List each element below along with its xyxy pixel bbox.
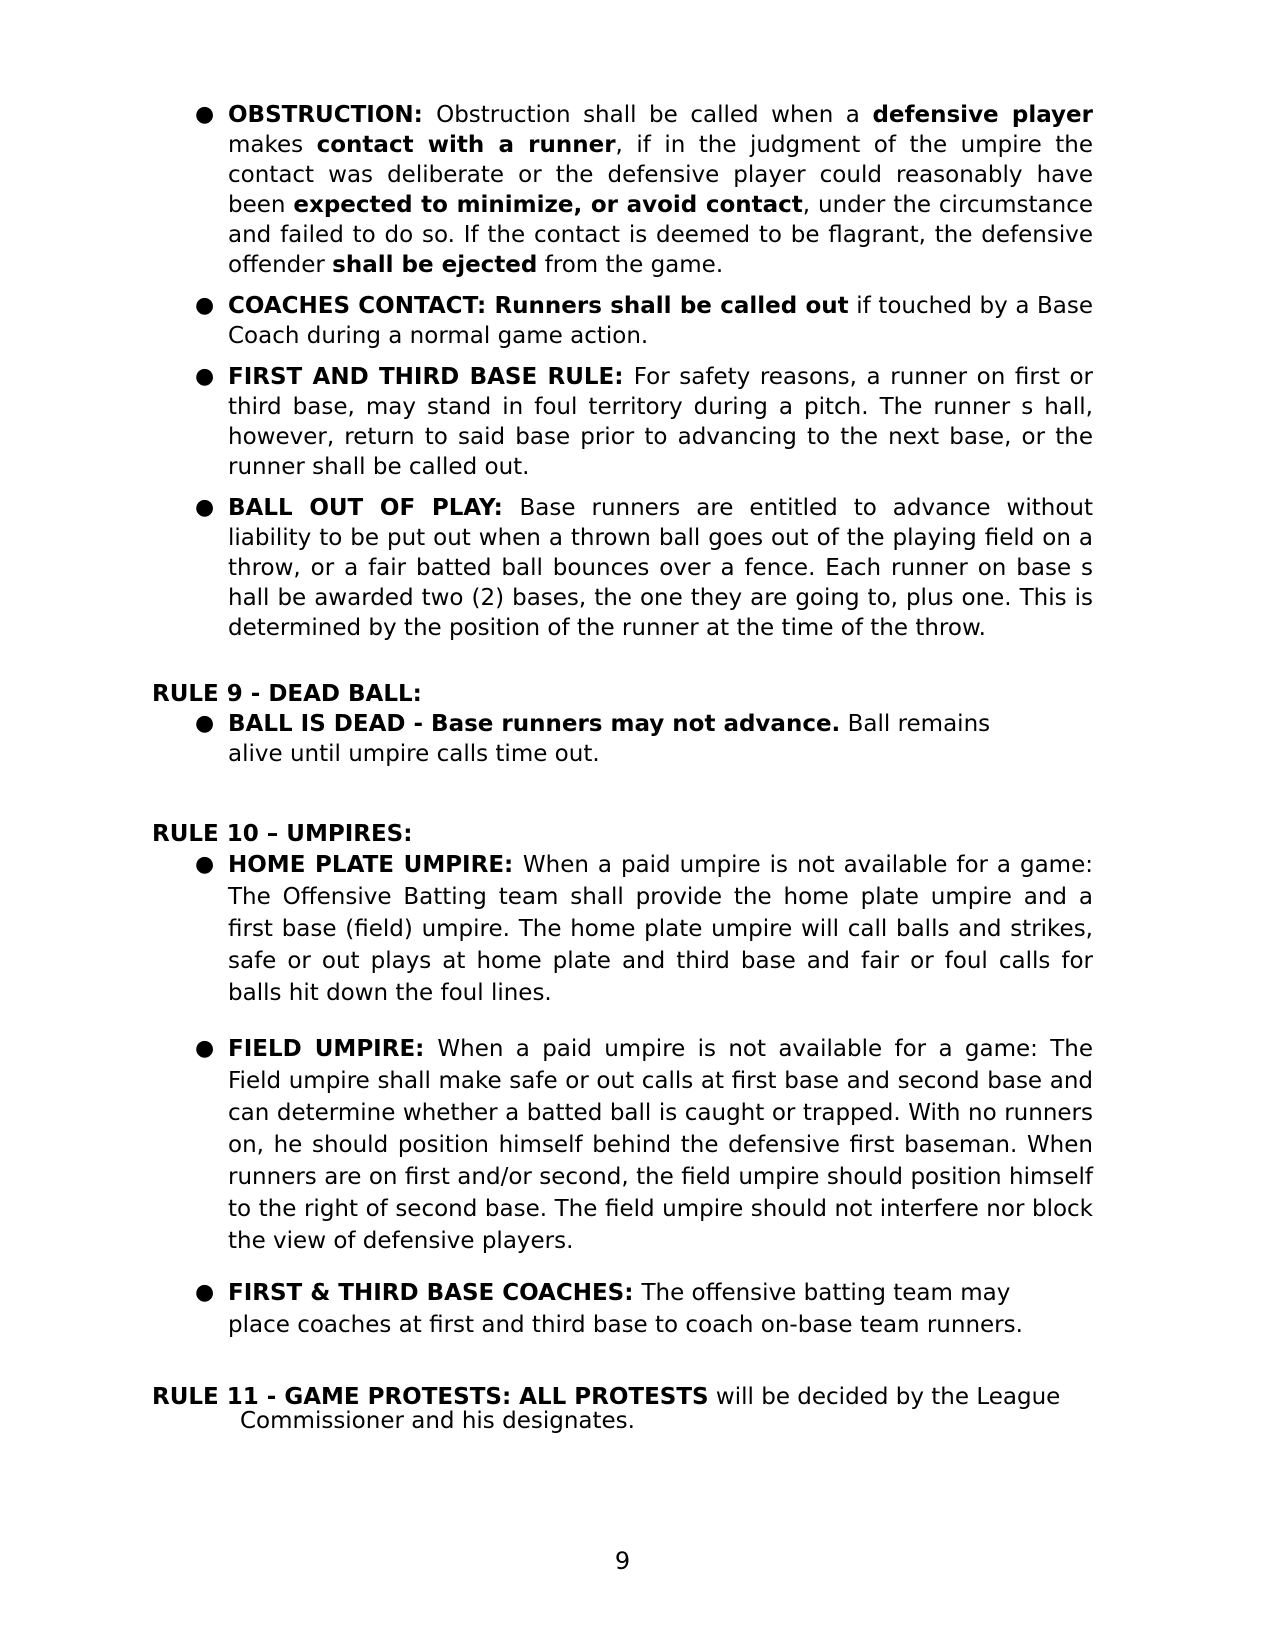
rule-11-line-2: Commissioner and his designates. <box>240 1408 635 1434</box>
bullet-item-ball-is-dead <box>152 709 1093 769</box>
bullet-icon: ● <box>195 102 215 127</box>
bullet-text: FIRST & THIRD BASE COACHES: The offensive batting team may place coaches at first and third base to coach on-base team runners. <box>228 1280 1023 1338</box>
bullet-item-home-plate-umpire <box>152 849 1093 1009</box>
bullet-item-field-umpire <box>152 1033 1093 1257</box>
bullet-item-ball-out-of-play <box>152 493 1093 643</box>
bullet-text: HOME PLATE UMPIRE: When a paid umpire is not available for a game: The Offensive Batting team shall provide the home plate umpire and a first base (field) umpire. The home plate umpire will call balls and strikes, safe or out plays at home plate and third base and fair or foul calls for balls hit down the foul lines. <box>228 852 1093 1006</box>
bullet-icon: ● <box>195 852 215 877</box>
bullet-icon: ● <box>195 364 215 389</box>
bullet-item-coaches-contact <box>152 291 1093 351</box>
bullet-text: BALL OUT OF PLAY: Base runners are entitled to advance without liability to be put out when a thrown ball goes out of the playing field on a throw, or a fair batted ball bounces over a fence. Each runner on base s hall be awarded two (2) bases, the one they are going to, plus one. This is determined by the position of the runner at the time of the throw. <box>228 495 1093 641</box>
bullet-item-first-third-base-coaches <box>152 1277 1093 1341</box>
rule-10-heading: RULE 10 – UMPIRES: <box>152 821 413 847</box>
intro-bullet-list <box>152 100 1093 643</box>
bullet-item-obstruction <box>152 100 1093 280</box>
rule-11-line-1: RULE 11 - GAME PROTESTS: ALL PROTESTS will be decided by the League <box>152 1384 1061 1410</box>
bullet-text: BALL IS DEAD - Base runners may not advance. Ball remains alive until umpire calls time out. <box>228 711 991 767</box>
bullet-text: OBSTRUCTION: Obstruction shall be called when a defensive player makes contact with a runner, if in the judgment of the umpire the contact was deliberate or the defensive player could reasonably have been expected to minimize, or avoid contact, under the circumstance and failed to do so. If the contact is deemed to be flagrant, the defensive offender shall be ejected from the game. <box>228 102 1093 278</box>
rule-10-bullet-list <box>152 849 1093 1341</box>
bullet-text: FIRST AND THIRD BASE RULE: For safety reasons, a runner on first or third base, may stand in foul territory during a pitch. The runner s hall, however, return to said base prior to advancing to the next base, or the runner shall be called out. <box>228 364 1093 480</box>
rule-9-bullet-list <box>152 709 1093 769</box>
bullet-item-first-third-base-rule <box>152 362 1093 482</box>
bullet-text: COACHES CONTACT: Runners shall be called out if touched by a Base Coach during a normal game action. <box>228 293 1093 349</box>
bullet-icon: ● <box>195 711 215 736</box>
bullet-icon: ● <box>195 1036 215 1061</box>
rule-9-heading: RULE 9 - DEAD BALL: <box>152 681 422 707</box>
rule-11-paragraph <box>152 1385 1093 1433</box>
bullet-icon: ● <box>195 495 215 520</box>
bullet-icon: ● <box>195 293 215 318</box>
bullet-text: FIELD UMPIRE: When a paid umpire is not available for a game: The Field umpire shall make safe or out calls at first base and second base and can determine whether a batted ball is caught or trapped. With no runners on, he should position himself behind the defensive first baseman. When runners are on first and/or second, the field umpire should position himself to the right of second base. The field umpire should not interfere nor block the view of defensive players. <box>228 1036 1093 1254</box>
page-number: 9 <box>614 1547 631 1575</box>
bullet-icon: ● <box>195 1280 215 1305</box>
